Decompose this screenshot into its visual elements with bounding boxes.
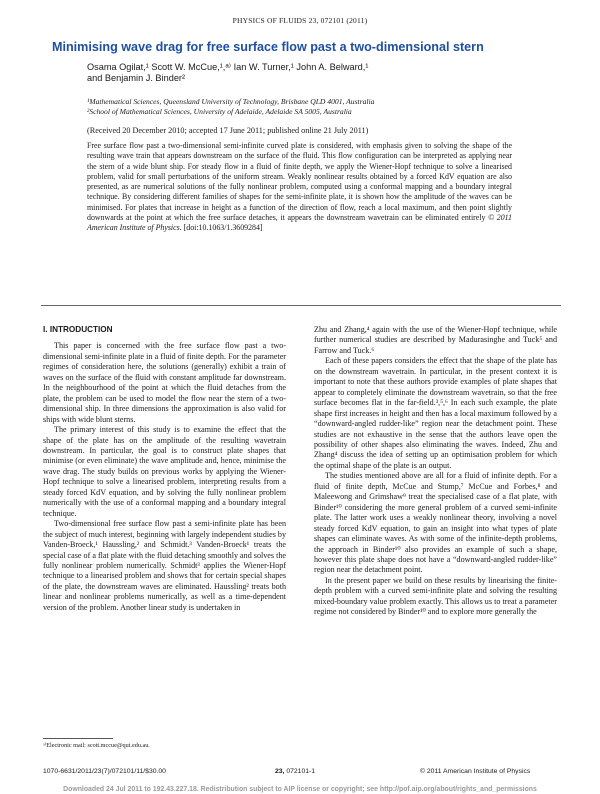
article-title: Minimising wave drag for free surface flow past a two-dimensional stern xyxy=(52,40,484,54)
authors-line-1: Osama Ogilat,¹ Scott W. McCue,¹,ᵃ⁾ Ian W. Turner,¹ John A. Belward,¹ xyxy=(87,62,369,72)
abstract-divider xyxy=(41,305,561,306)
left-column xyxy=(43,325,286,613)
affiliation-1: ¹Mathematical Sciences, Queensland University of Technology, Brisbane QLD 4001, Australia xyxy=(87,97,375,106)
affiliation-2: ²School of Mathematical Sciences, University of Adelaide, Adelaide SA 5005, Australia xyxy=(87,107,352,116)
paragraph: Each of these papers considers the effect that the shape of the plate has on the downstream wavetrain. In particular, in the present context it is important to note that these authors provide examples of plate shapes that appear to completely eliminate the downstream wavetrain, so that the free surface becomes flat in the far-field.³,⁵,⁶ In each such example, the plate shape first increases in height and then has a local maximum followed by a “downward-angled rudder-like” region near the detachment point. These studies are not exhaustive in the sense that the authors leave open the possibility of other shapes also eliminating the waves. Indeed, Zhu and Zhang⁴ discuss the idea of setting up an optimisation problem for which the optimal shape of the plate is an output. xyxy=(314,356,557,470)
footer-issn: 1070-6631/2011/23(7)/072101/11/$30.00 xyxy=(43,768,166,775)
footer-copyright: © 2011 American Institute of Physics xyxy=(420,768,531,775)
affiliations xyxy=(87,97,507,117)
paragraph: This paper is concerned with the free surface flow past a two-dimensional semi-infinite plate in a fluid of finite depth. For the parameter regimes of consideration here, the solutions (generally) exhibit a train of waves on the surface of the fluid with constant amplitude far downstream. In the neighbourhood of the point at which the fluid detaches from the plate, the problem can be used to model the flow near the stern of a two-dimensional ship. In three dimensions the approximation is also valid for ships with wide blunt sterns. xyxy=(43,341,286,424)
footer-page-number: 072101-1 xyxy=(284,768,316,775)
doi-link[interactable]: [doi:10.1063/1.3609284] xyxy=(183,223,263,233)
author-list xyxy=(87,62,507,84)
footnote: ᵃ⁾Electronic mail: scott.mccue@qut.edu.au. xyxy=(43,742,150,749)
right-column xyxy=(314,325,557,618)
paragraph: In the present paper we build on these results by linearising the finite-depth problem with a curved semi-infinite plate and solving the resulting mixed-boundary value problem exactly. This allows us to treat a parameter regime not considered by Binder¹⁰ and to explore more generally the xyxy=(314,575,557,617)
abstract-copyright: © 2011 American Institute of Physics. xyxy=(87,213,512,233)
footnote-divider xyxy=(43,738,113,739)
journal-header: PHYSICS OF FLUIDS 23, 072101 (2011) xyxy=(232,16,368,25)
footer-volume: 23, xyxy=(275,768,285,775)
authors-line-2: and Benjamin J. Binder² xyxy=(87,73,186,83)
abstract-text: Free surface flow past a two-dimensional semi-infinite curved plate is considered, with emphasis given to solving the shape of the resulting wave train that appears downstream on the surface of the fluid. This flow configuration can be interpreted as applying near the stern of a wide blunt ship. For steady flow in a fluid of finite depth, we apply the Wiener-Hopf technique to solve a linearised problem, valid for small perturbations of the uniform stream. Weakly nonlinear results obtained by a forced KdV equation are also presented, as are numerical solutions of the fully nonlinear problem, computed using a conformal mapping and a boundary integral technique. By considering different families of shapes for the semi-infinite plate, it is shown how the amplitude of the waves can be minimised. For plates that increase in height as a function of the direction of flow, reach a local maximum, and then point slightly downwards at the point at which the free surface detaches, it appears the downstream wavetrain can be eliminated entirely xyxy=(87,141,512,223)
abstract xyxy=(87,141,512,234)
download-notice: Downloaded 24 Jul 2011 to 192.43.227.18. Redistribution subject to AIP license or copyright; see http://pof.aip.org/about/rights_and_permissions xyxy=(63,786,537,793)
paragraph: Two-dimensional free surface flow past a semi-infinite plate has been the subject of much interest, beginning with largely independent studies by Vanden-Broeck,¹ Haussling,² and Schmidt.³ Vanden-Broeck¹ treats the special case of a flat plate with the fluid detaching smoothly and solves the fully nonlinear problem numerically. Schmidt³ applies the Wiener-Hopf technique to a linearised problem and shows that for certain special shapes of the plate, the downstream waves are eliminated. Haussling² treats both linear and nonlinear problems numerically, as well as a time-dependent version of the problem. Another linear study is undertaken in xyxy=(43,519,286,612)
footer-page xyxy=(275,768,315,775)
paragraph: Zhu and Zhang,⁴ again with the use of the Wiener-Hopf technique, while further numerical studies are described by Madurasinghe and Tuck⁵ and Farrow and Tuck.⁶ xyxy=(314,325,557,355)
received-dates: (Received 20 December 2010; accepted 17 June 2011; published online 21 July 2011) xyxy=(87,126,369,135)
paragraph: The studies mentioned above are all for a fluid of infinite depth. For a fluid of finite depth, McCue and Stump,⁷ McCue and Forbes,⁸ and Maleewong and Grimshaw⁹ treat the specialised case of a flat plate, with Binder¹⁰ considering the more general problem of a curved semi-infinite plate. The latter work uses a weakly nonlinear theory, involving a novel steady forced KdV equation, to gain an insight into what types of plate shapes can eliminate waves. As with some of the infinite-depth problems, the approach in Binder¹⁰ also provides an example of such a shape, however this plate shape does not have a “downward-angled rudder-like” region near the detachment point. xyxy=(314,471,557,575)
paragraph: The primary interest of this study is to examine the effect that the shape of the plate has on the amplitude of the resulting wavetrain downstream. In particular, the goal is to construct plate shapes that minimise (or even eliminate) the wave amplitude and, hence, minimise the wave drag. The study builds on previous works by applying the Wiener-Hopf technique to solve a linearised problem, interpreting results from a steady forced KdV equation, and by solving the fully nonlinear problem numerically with the use of a conformal mapping and a boundary integral technique. xyxy=(43,425,286,518)
section-heading: I. INTRODUCTION xyxy=(43,325,113,334)
